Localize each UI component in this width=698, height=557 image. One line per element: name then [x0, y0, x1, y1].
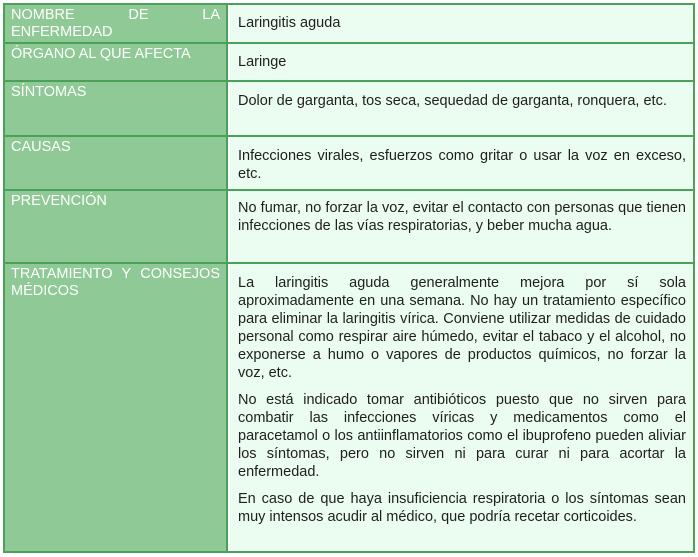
row-label: ÓRGANO AL QUE AFECTA [5, 44, 228, 82]
row-label: NOMBRE DE LA ENFERMEDAD [5, 5, 228, 42]
table-row-treatment [5, 262, 693, 551]
value-text: Infecciones virales, esfuerzos como gritar o usar la voz en exceso, etc. [238, 148, 686, 182]
row-value [230, 137, 693, 191]
table-row-symptoms [5, 80, 693, 137]
row-value [230, 82, 693, 137]
row-value [230, 5, 693, 42]
table-row-prevention [5, 189, 693, 264]
row-label: TRATAMIENTO Y CONSEJOS MÉDICOS [5, 264, 228, 551]
row-label: PREVENCIÓN [5, 191, 228, 264]
table-row-organ [5, 42, 693, 82]
value-paragraph: La laringitis aguda generalmente mejora por sí sola aproximadamente en una semana. No hay un tratamiento específico para eliminar la laringitis vírica. Conviene utilizar medidas de cuidado personal como respirar aire húmedo, evitar el tabaco y el alcohol, no exponerse a humo o vapores de productos químicos, no forzar la voz, etc. [238, 275, 686, 381]
row-value [230, 191, 693, 264]
table-row-causes [5, 135, 693, 191]
disease-info-table [3, 3, 695, 553]
value-paragraph: En caso de que haya insuficiencia respiratoria o los síntomas sean muy intensos acudir al médico, que podría recetar corticoides. [238, 491, 686, 525]
value-paragraph: No está indicado tomar antibióticos puesto que no sirven para combatir las infecciones víricas y medicamentos como el paracetamol o los antiinflamatorios como el ibuprofeno pueden aliviar los síntomas, pero no sirven ni para curar ni para acortar la enfermedad. [238, 392, 686, 480]
row-label: CAUSAS [5, 137, 228, 191]
value-text: Laringitis aguda [238, 15, 341, 31]
row-label: SÍNTOMAS [5, 82, 228, 137]
value-text: No fumar, no forzar la voz, evitar el contacto con personas que tienen infecciones de las vías respiratorias, y beber mucha agua. [238, 200, 686, 234]
row-value [230, 44, 693, 82]
row-value [230, 264, 693, 551]
value-text: Dolor de garganta, tos seca, sequedad de garganta, ronquera, etc. [238, 93, 667, 109]
value-text: Laringe [238, 54, 287, 70]
table-row-disease-name [5, 5, 693, 42]
